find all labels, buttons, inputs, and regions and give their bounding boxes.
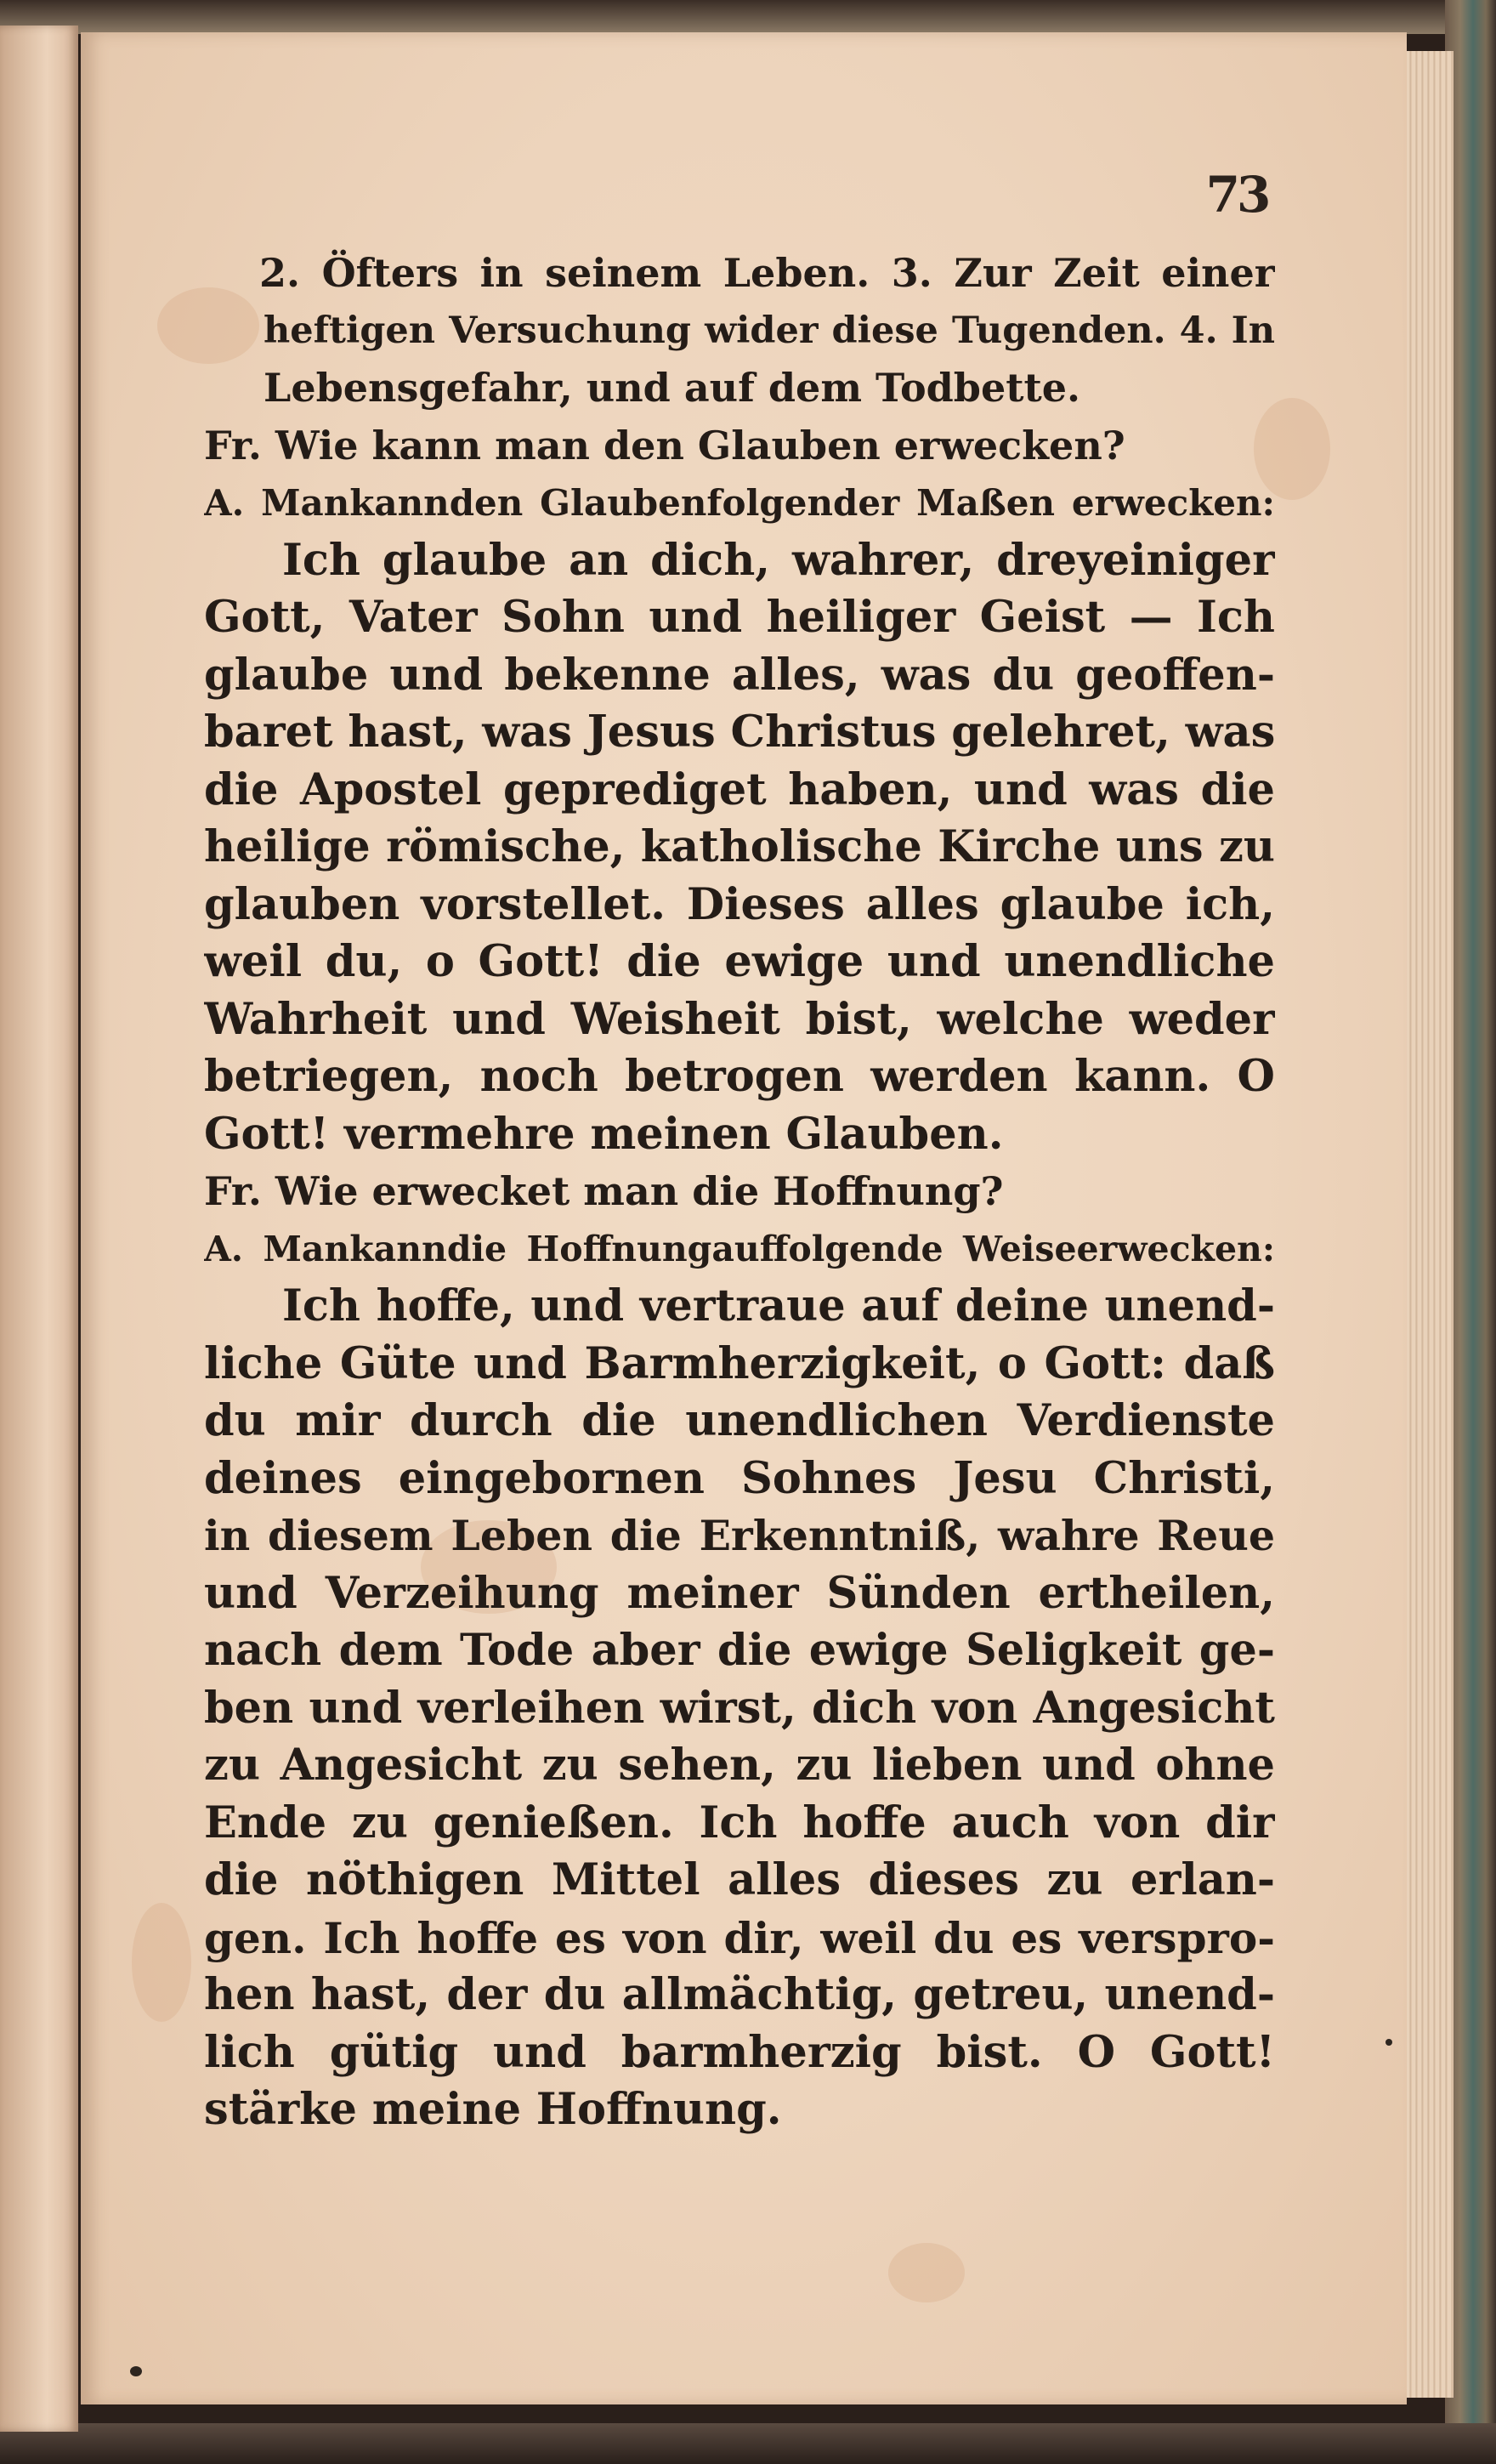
text-line: 2. Öfters in seinem Leben. 3. Zur Zeit einer xyxy=(259,250,1275,296)
text-line: Ich hoffe, und vertraue auf deine unend- xyxy=(282,1280,1275,1331)
text-line: du mir durch die unendlichen Verdienste xyxy=(204,1395,1275,1446)
text-line: heftigen Versuchung wider diese Tugenden. 4. In xyxy=(264,309,1275,352)
text-line: betriegen, noch betrogen werden kann. O xyxy=(204,1051,1275,1102)
text-line: Ende zu genießen. Ich hoffe auch von dir xyxy=(204,1797,1275,1848)
text-line: zu Angesicht zu sehen, zu lieben und ohne xyxy=(204,1740,1275,1791)
text-line: ben und verleihen wirst, dich von Angesicht xyxy=(204,1682,1275,1734)
text-line: baret hast, was Jesus Christus gelehret, was xyxy=(204,707,1275,758)
text-line: in diesem Leben die Erkenntniß, wahre Reue xyxy=(204,1511,1275,1560)
question-line: Fr. Wie erwecket man die Hoffnung? xyxy=(204,1168,1004,1214)
text-line: lich gütig und barmherzig bist. O Gott! xyxy=(204,2026,1275,2078)
text-line: glauben vorstellet. Dieses alles glaube ich, xyxy=(204,878,1275,930)
text-line: Lebensgefahr, und auf dem Todbette. xyxy=(264,365,1081,411)
question-line: Fr. Wie kann man den Glauben erwecken? xyxy=(204,422,1125,468)
page-number: 73 xyxy=(1205,166,1268,224)
page-text xyxy=(204,245,1275,2139)
text-line: die nöthigen Mittel alles dieses zu erlan- xyxy=(204,1854,1275,1905)
book-cover-bottom xyxy=(0,2423,1496,2464)
text-line: die Apostel geprediget haben, und was die xyxy=(204,764,1275,815)
book-cover-top xyxy=(0,0,1496,34)
text-line: hen hast, der du allmächtig, getreu, unend- xyxy=(204,1969,1275,2020)
ink-speck xyxy=(1386,2039,1392,2046)
foxing-stain xyxy=(888,2243,965,2302)
text-line: Gott! vermehre meinen Glauben. xyxy=(204,1108,1004,1160)
text-line: deines eingebornen Sohnes Jesu Christi, xyxy=(204,1452,1275,1504)
text-line: und Verzeihung meiner Sünden ertheilen, xyxy=(204,1567,1275,1619)
text-line: stärke meine Hoffnung. xyxy=(204,2084,782,2135)
answer-line: A. Mankannden Glaubenfolgender Maßen erwecken: xyxy=(204,482,1275,524)
foxing-stain xyxy=(132,1903,191,2022)
text-line: Gott, Vater Sohn und heiliger Geist — Ich xyxy=(204,592,1275,643)
text-line: Wahrheit und Weisheit bist, welche weder xyxy=(204,993,1275,1045)
text-line: nach dem Tode aber die ewige Seligkeit ge- xyxy=(204,1625,1275,1676)
text-line: heilige römische, katholische Kirche uns zu xyxy=(204,821,1275,872)
text-line: liche Güte und Barmherzigkeit, o Gott: daß xyxy=(204,1337,1275,1389)
text-line: gen. Ich hoffe es von dir, weil du es verspro- xyxy=(204,1912,1275,1963)
text-line: Ich glaube an dich, wahrer, dreyeiniger xyxy=(282,534,1275,586)
answer-line: A. Mankanndie Hoffnungauffolgende Weiseerwecken: xyxy=(204,1228,1275,1269)
facing-page-edge xyxy=(0,26,78,2432)
text-line: weil du, o Gott! die ewige und unendliche xyxy=(204,936,1275,987)
text-line: glaube und bekenne alles, was du geoffen- xyxy=(204,649,1275,701)
ink-speck xyxy=(130,2366,142,2376)
